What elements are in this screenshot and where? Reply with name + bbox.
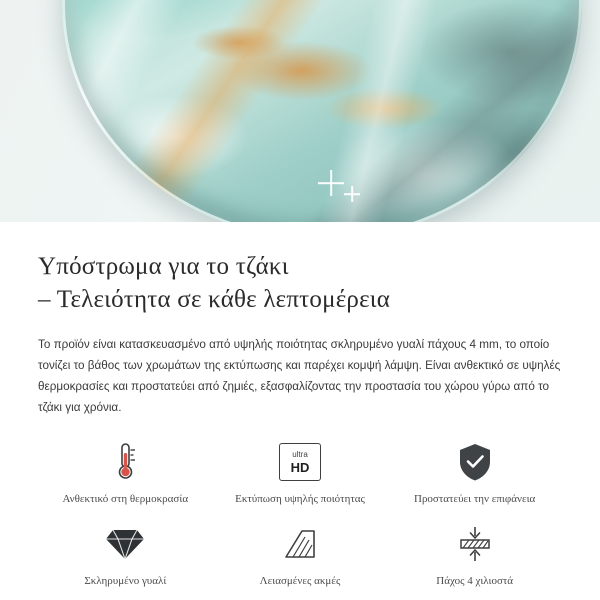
feature-item [213, 440, 388, 506]
headline-line-1: Υπόστρωμα για το τζάκι [38, 253, 289, 280]
thermometer-icon [108, 440, 142, 484]
glass-plate-graphic [62, 0, 582, 222]
ultra-hd-icon [279, 440, 321, 484]
feature-item [38, 522, 213, 588]
description-paragraph: Το προϊόν είναι κατασκευασμένο από υψηλής ποιότητας σκληρυμένο γυαλί πάχους 4 mm, το οποίο τονίζει το βάθος των χρωμάτων της εκτύπωσης και παρέχει κομψή λάμψη. Είναι ανθεκτικό σε υψηλές θερμοκρασίες και προστατεύει από ζημιές, εξασφαλίζοντας την προστασία του χώρου γύρω από το τζάκι για χρόνια. [38, 338, 561, 414]
feature-item [213, 522, 388, 588]
diamond-icon [104, 522, 146, 566]
feature-label: Λειασμένες ακμές [259, 575, 341, 587]
feature-item [38, 440, 213, 506]
hero-image [0, 0, 600, 222]
feature-label: Πάχος 4 χιλιοστά [436, 575, 514, 587]
headline-line-2: – Τελειότητα σε κάθε λεπτομέρεια [38, 286, 391, 313]
page-title [38, 250, 562, 316]
shield-check-icon [456, 440, 494, 484]
content-area [0, 222, 600, 588]
feature-item [387, 440, 562, 506]
feature-grid [38, 440, 562, 588]
polished-edges-icon [280, 522, 320, 566]
ultra-hd-badge-bottom: HD [290, 459, 310, 475]
ultra-hd-badge-top: ultra [292, 449, 308, 459]
feature-item [387, 522, 562, 588]
feature-label: Εκτύπωση υψηλής ποιότητας [235, 493, 365, 505]
feature-label: Ανθεκτικό στη θερμοκρασία [62, 493, 189, 505]
feature-label: Προστατεύει την επιφάνεια [414, 493, 536, 505]
thickness-arrows-icon [455, 522, 495, 566]
feature-label: Σκληρυμένο γυαλί [84, 575, 167, 587]
